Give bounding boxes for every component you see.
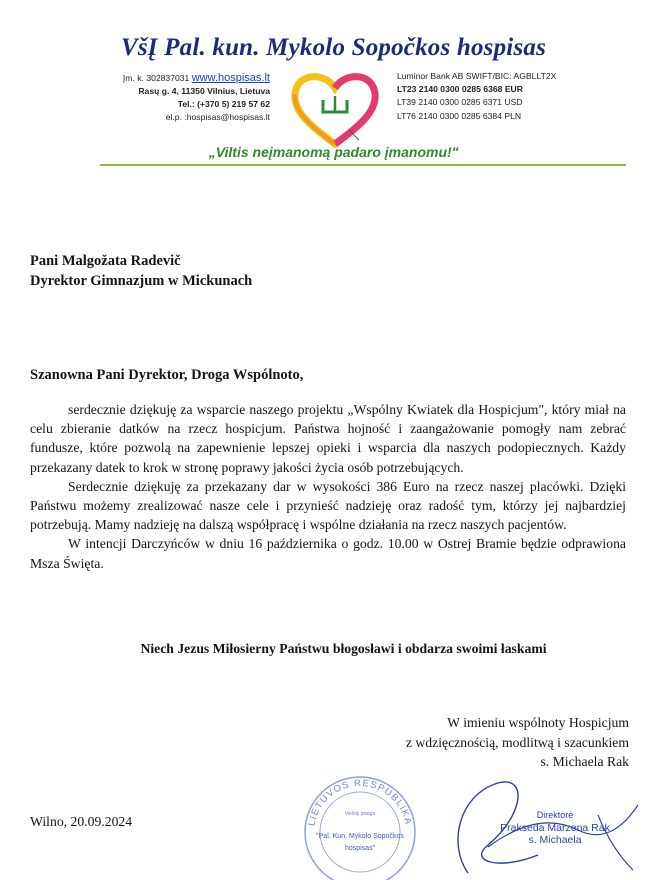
- director-stamp: [495, 810, 615, 846]
- signoff-block: [406, 713, 629, 772]
- iban-usd: LT39 2140 0300 0285 6371 USD: [397, 97, 523, 108]
- bank-details: [397, 70, 556, 123]
- blessing: Niech Jezus Miłosierny Państwu błogosławi i obdarza swoimi łaskami: [140, 641, 547, 656]
- header-divider: [100, 164, 626, 166]
- hospice-logo-icon: [285, 66, 385, 148]
- signoff-line-1: W imieniu wspólnoty Hospicjum: [447, 715, 629, 730]
- company-code: Įm. k. 302837031: [122, 73, 190, 83]
- svg-text:LIETUVOS RESPUBLIKA: LIETUVOS RESPUBLIKA: [306, 777, 414, 827]
- salutation: Szanowna Pani Dyrektor, Droga Wspólnoto,: [30, 367, 304, 383]
- contact-details: [123, 72, 270, 124]
- phone: Tel.: (+370 5) 219 57 62: [177, 99, 270, 109]
- signoff-signatory: s. Michaela Rak: [540, 754, 629, 770]
- signoff-line-2: z wdzięcznością, modlitwą i szacunkiem: [405, 734, 629, 750]
- letter-date: Wilno, 20.09.2024: [30, 814, 133, 829]
- director-label: Direktorė: [536, 810, 574, 820]
- svg-text:"Pal. Kun. Mykolo Sopočkos: "Pal. Kun. Mykolo Sopočkos: [316, 833, 404, 840]
- svg-text:Viešoji įstaiga: Viešoji įstaiga: [344, 811, 376, 817]
- body-paragraph: Serdecznie dziękuję za przekazany dar w wysokości 386 Euro na rzecz naszej placówki. Dzięki Państwu możemy zrealizować nasze cele i przynieść nadzieję oraz radość tym, którzy jej najbardziej potrzebują. Mamy nadzieję na dalszą współpracę i wspólne działania na rzecz naszych pacjentów.: [30, 478, 626, 533]
- iban-pln: LT76 2140 0300 0285 6384 PLN: [397, 110, 522, 121]
- director-religious-name: s. Michaela: [528, 834, 582, 846]
- letter-body: [30, 400, 626, 573]
- body-paragraph: serdecznie dziękuję za wsparcie naszego projektu „Wspólny Kwiatek dla Hospicjum", który miał na celu zbieranie datków na rzecz hospicjum. Państwa hojność i zaangażowanie pomogły nam zebrać fundusze, które pozwolą na zapewnienie lepszej opieki i wsparcia dla naszych podopiecznych. Każdy przekazany datek to krok w stronę poprawy jakości życia osób potrzebujących.: [30, 402, 626, 475]
- addressee-role: Dyrektor Gimnazjum w Mickunach: [30, 273, 253, 289]
- addressee-name: Pani Malgožata Radevič: [30, 253, 181, 269]
- website-link[interactable]: www.hospisas.lt: [191, 72, 270, 84]
- iban-eur: LT23 2140 0300 0285 6368 EUR: [397, 84, 523, 95]
- address: Rasų g. 4, 11350 Vilnius, Lietuva: [138, 86, 270, 96]
- email: el.p. :hospisas@hospisas.lt: [165, 112, 270, 122]
- official-stamp-icon: [300, 770, 420, 880]
- bank-name: Luminor Bank AB SWIFT/BIC: AGBLLT2X: [397, 71, 557, 81]
- motto: „Viltis neįmanomą padaro įmanomu!": [208, 144, 459, 160]
- company-code-row: [123, 72, 270, 85]
- svg-text:hospisas": hospisas": [344, 845, 376, 852]
- director-name: Prakseda Marzena Rak: [500, 822, 610, 834]
- addressee-block: [30, 251, 252, 291]
- body-paragraph: W intencji Darczyńców w dniu 16 października o godz. 10.00 w Ostrej Bramie będzie odprawiona Msza Święta.: [30, 536, 626, 571]
- organization-title: VšĮ Pal. kun. Mykolo Sopočkos hospisas: [120, 34, 547, 61]
